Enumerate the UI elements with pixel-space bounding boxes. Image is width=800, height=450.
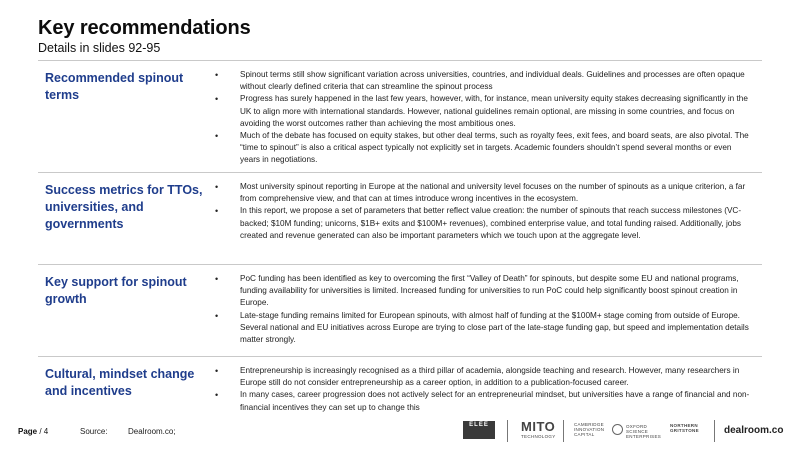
bullet-text: Most university spinout reporting in Europe at the national and university level focuses on the number of spinouts as a unique criterion, a far from comprehensive view, and that can at times introduce wrong incentives in the ecosystem. [240,182,746,204]
bullet-icon: • [215,131,219,142]
bullet-text: In many cases, career progression does not actively select for an entrepreneurial mindset, but universities have a range of financial and non-financial incentives they can set up to change this [240,390,750,412]
row-label: Key support for spinout growth [45,275,187,306]
bullet-text: In this report, we propose a set of parameters that better reflect value creation: the number of spinouts that reach success milestones (VC-backed; $10M funding; unicorns, $1B+ exits and $100M+ revenues), combined enterprise value, and total funding raised. Additionally, jobs created and revenue generated can also be important parameters which we touch upon at the aggregate level. [240,206,742,240]
recommendations-table [38,60,762,419]
source-value: Dealroom.co; [128,427,176,436]
cambridge-logo: CAMBRIDGE INNOVATION CAPITAL [574,422,605,438]
bullet-icon: • [215,94,219,105]
bullet-icon: • [215,206,219,217]
list-item [213,273,752,310]
row-label: Recommended spinout terms [45,71,184,102]
bullet-icon: • [215,366,219,376]
northern-gritstone-logo: NORTHERN GRITSTONE [670,423,699,434]
source-label: Source: [80,427,108,436]
page-number-value: / 4 [39,427,49,436]
page-number [18,427,48,436]
dealroom-logo: dealroom.co [724,425,784,436]
bullet-text: Much of the debate has focused on equity stakes, but other deal terms, such as royalty fees, exit fees, and board seats, are also pivotal. The “time to spinout” is also a critical aspect typically not explicitly set in targets. Academic founders shouldn’t spend several months or even years in negotiations. [240,131,749,165]
bullet-icon: • [215,390,219,401]
bullet-text: Progress has surely happened in the last few years, however, with, for instance, mean university equity stakes decreasing significantly in the UK to align more with international standards. However, national guidelines remain optional, are missing in some countries, and focus on avoiding the worst outcomes rather than achieving the most ambitious ones. [240,94,748,128]
mito-logo-sub: TECHNOLOGY [521,434,556,439]
list-item [213,181,752,205]
logo-divider [563,420,564,442]
mito-logo: MITO [521,419,556,434]
list-item [213,310,752,347]
row-body [213,357,762,419]
list-item [213,205,752,242]
bullet-text: PoC funding has been identified as key to overcoming the first “Valley of Death” for spinouts, but despite some EU and national programs, funding availability for universities is limited. Increased funding for universities to run PoC could help significantly boost spinout creation in Europe. [240,274,739,308]
list-item [213,69,752,93]
oxford-circle-icon [612,424,623,435]
page-title: Key recommendations [38,17,251,39]
row-key-support [38,265,762,357]
row-body [213,61,762,172]
bullet-text: Spinout terms still show significant variation across universities, countries, and individual deals. Guidelines and processes are often opaque without clearly defined criteria that can streamline the spinout process [240,70,745,92]
row-body [213,173,762,264]
bullet-icon: • [215,70,219,80]
bullet-icon: • [215,274,219,284]
footer [0,418,800,446]
partner-logo-first: ELEE [463,421,495,439]
row-label: Success metrics for TTOs, universities, and governments [45,183,203,231]
list-item [213,93,752,130]
bullet-icon: • [215,182,219,192]
row-success-metrics [38,173,762,265]
oxford-logo: OXFORD SCIENCE ENTERPRISES [626,424,662,440]
logo-divider [714,420,715,442]
page-prefix: Page [18,427,38,436]
list-item [213,130,752,167]
logo-divider [507,420,508,442]
row-body [213,265,762,356]
bullet-icon: • [215,310,219,321]
bullet-text: Late-stage funding remains limited for European spinouts, with almost half of funding at the $100M+ stage coming from outside of Europe. Several national and EU initiatives across Europe are trying to close part of the late-stage funding gap, but speed and implementation details matter strongly. [240,310,749,345]
row-spinout-terms [38,61,762,173]
bullet-text: Entrepreneurship is increasingly recognised as a third pillar of academia, alongside teaching and research. However, many researchers in Europe still do not consider entrepreneurship as a career option, in addition to a publication-focused career. [240,366,740,388]
row-label: Cultural, mindset change and incentives [45,367,195,398]
page-subtitle: Details in slides 92-95 [38,41,161,55]
list-item [213,365,752,389]
list-item [213,389,752,413]
row-cultural-mindset [38,357,762,419]
